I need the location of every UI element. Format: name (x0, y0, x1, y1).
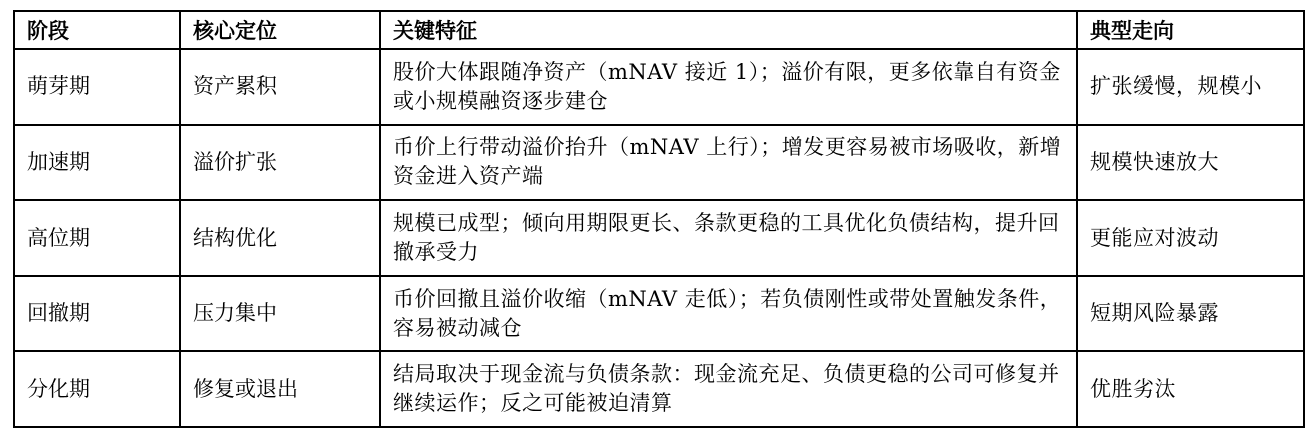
cell-features: 股价大体跟随净资产（mNAV 接近 1）；溢价有限，更多依靠自有资金或小规模融资逐步建仓 (380, 49, 1077, 125)
table-row (14, 351, 1304, 427)
table-row (14, 276, 1304, 352)
cell-position: 修复或退出 (180, 351, 380, 427)
header-position: 核心定位 (180, 11, 380, 49)
header-stage: 阶段 (14, 11, 180, 49)
cell-features: 结局取决于现金流与负债条款：现金流充足、负债更稳的公司可修复并继续运作；反之可能被迫清算 (380, 351, 1077, 427)
cell-features: 币价上行带动溢价抬升（mNAV 上行）；增发更容易被市场吸收，新增资金进入资产端 (380, 125, 1077, 201)
cell-stage: 加速期 (14, 125, 180, 201)
cell-stage: 萌芽期 (14, 49, 180, 125)
table-header (14, 11, 1304, 49)
cell-position: 资产累积 (180, 49, 380, 125)
table-row (14, 200, 1304, 276)
cell-features: 币价回撤且溢价收缩（mNAV 走低）；若负债刚性或带处置触发条件，容易被动减仓 (380, 276, 1077, 352)
cell-trend: 更能应对波动 (1077, 200, 1304, 276)
cell-trend: 优胜劣汰 (1077, 351, 1304, 427)
table-body (14, 49, 1304, 427)
table-row (14, 125, 1304, 201)
cell-features: 规模已成型；倾向用期限更长、条款更稳的工具优化负债结构，提升回撤承受力 (380, 200, 1077, 276)
cell-trend: 规模快速放大 (1077, 125, 1304, 201)
cell-stage: 分化期 (14, 351, 180, 427)
cell-stage: 高位期 (14, 200, 180, 276)
header-row (14, 11, 1304, 49)
cell-trend: 短期风险暴露 (1077, 276, 1304, 352)
cell-position: 结构优化 (180, 200, 380, 276)
cell-stage: 回撤期 (14, 276, 180, 352)
cell-position: 压力集中 (180, 276, 380, 352)
cell-trend: 扩张缓慢，规模小 (1077, 49, 1304, 125)
table-row (14, 49, 1304, 125)
header-features: 关键特征 (380, 11, 1077, 49)
header-trend: 典型走向 (1077, 11, 1304, 49)
stage-table (13, 10, 1305, 428)
cell-position: 溢价扩张 (180, 125, 380, 201)
